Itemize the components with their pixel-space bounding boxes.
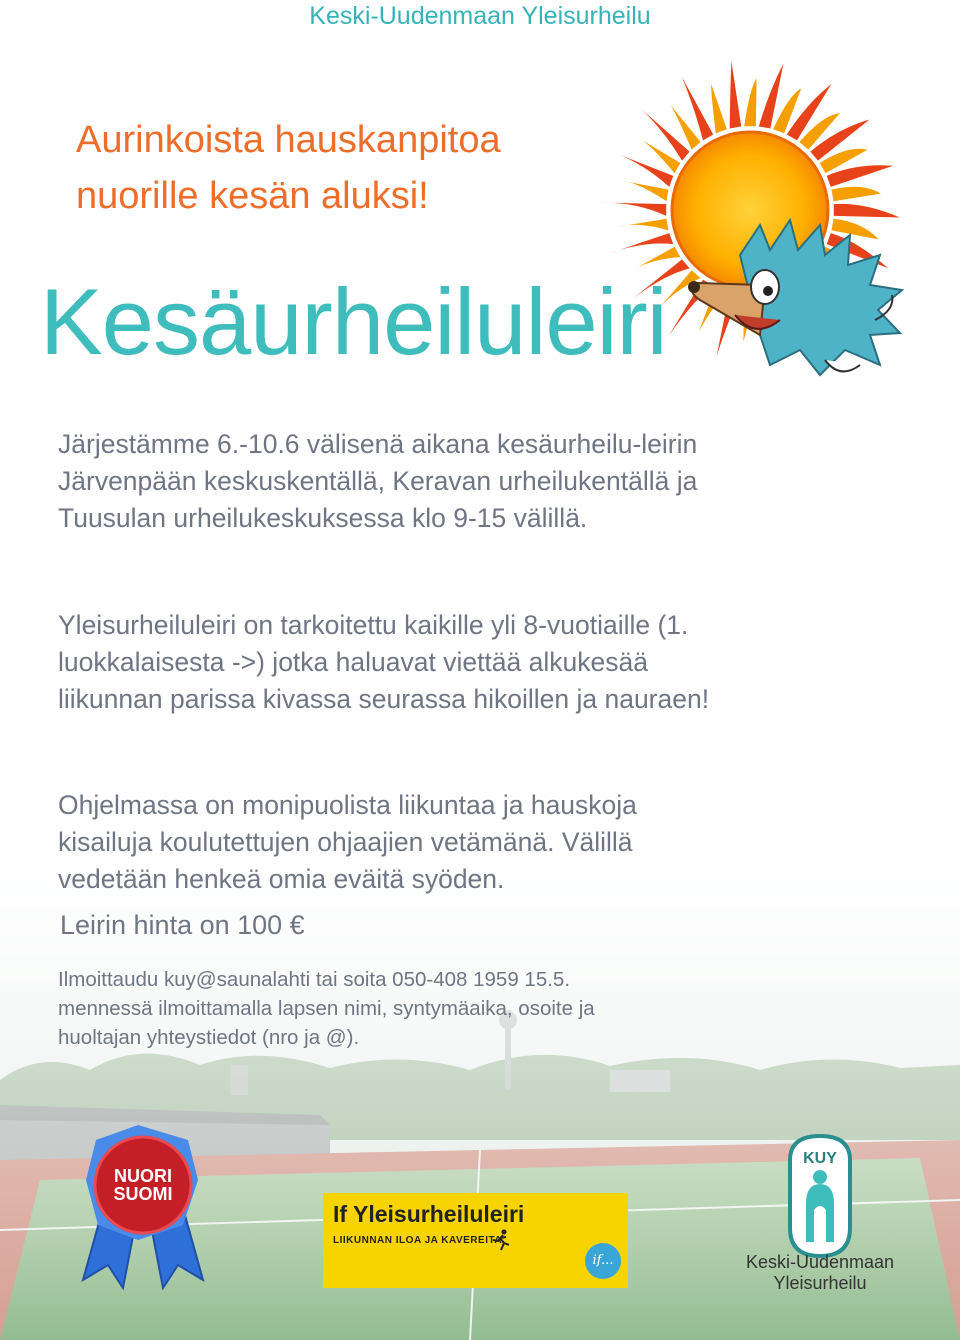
sun-ray <box>832 187 881 202</box>
nuori-suomi-text-2: SUOMI <box>113 1184 173 1204</box>
if-yleisurheiluleiri-logo <box>323 1193 628 1288</box>
tagline <box>76 112 501 224</box>
sun-ray <box>730 61 742 128</box>
sun-ray <box>619 219 668 231</box>
if-logo-subtitle: LIIKUNNAN ILOA JA KAVEREITA <box>333 1235 503 1246</box>
kuy-organization-name <box>730 1252 910 1294</box>
sun-ray <box>621 181 668 202</box>
intro-paragraph: Järjestämme 6.-10.6 välisenä aikana kesäurheilu-leirin Järvenpään keskuskentällä, Keravan urheilukentällä ja Tuusulan urheilukeskuksessa klo 9-15 välillä. <box>58 429 698 533</box>
if-logo-title: If Yleisurheiluleiri <box>333 1201 525 1227</box>
hedgehog-mascot-illustration <box>680 215 910 385</box>
kuy-badge-text: KUY <box>803 1150 837 1167</box>
kuy-name-line-1: Keski-Uudenmaan <box>745 1252 895 1272</box>
registration-text: Ilmoittaudu kuy@saunalahti tai soita 050-408 1959 15.5. mennessä ilmoittamalla lapsen nimi, syntymäaika, osoite ja huoltajan yhteystiedot (nro ja @). <box>58 968 595 1049</box>
program-paragraph: Ohjelmassa on monipuolista liikuntaa ja hauskoja kisailuja koulutettujen ohjaajien vetämänä. Välillä vedetään henkeä omia eväitä syöden. <box>58 790 637 894</box>
nuori-suomi-seal-logo <box>78 1120 208 1290</box>
tagline-line-2: nuorille kesän aluksi! <box>76 175 429 217</box>
sun-ray <box>744 78 756 126</box>
price-text: Leirin hinta on 100 € <box>60 910 305 940</box>
sun-ray <box>827 165 894 187</box>
nuori-suomi-text-1: NUORI <box>114 1166 172 1186</box>
sun-ray <box>600 202 666 215</box>
audience-paragraph: Yleisurheiluleiri on tarkoitettu kaikille yli 8-vuotiaille (1. luokkalaisesta ->) jotka haluavat viettää alkukesää liikunnan parissa kivassa seurassa hikoillen ja nauraen! <box>58 610 710 714</box>
sun-ray <box>711 84 727 133</box>
kuy-name-line-2: Yleisurheilu <box>773 1273 867 1293</box>
main-title: Kesäurheiluleiri <box>40 269 667 374</box>
header-organization: Keski-Uudenmaan Yleisurheilu <box>309 2 651 30</box>
tagline-line-1: Aurinkoista hauskanpitoa <box>76 119 501 161</box>
runner-icon <box>491 1229 511 1251</box>
kuy-badge-logo <box>784 1132 856 1260</box>
if-mark-icon: if... <box>585 1243 621 1279</box>
sun-ray <box>607 233 674 254</box>
sun-ray <box>640 108 690 161</box>
